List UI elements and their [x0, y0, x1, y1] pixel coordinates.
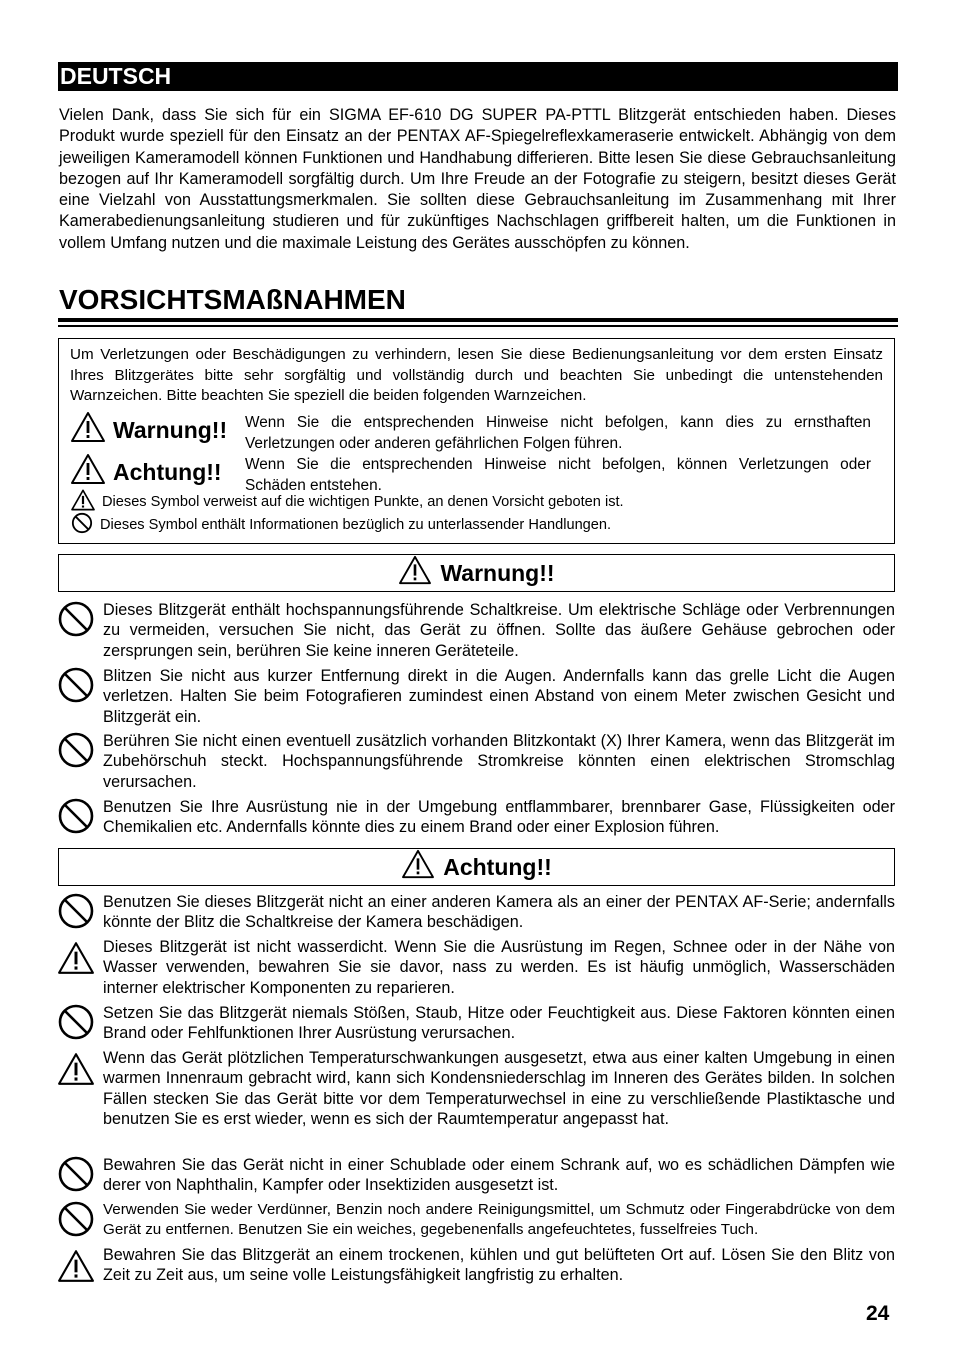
list-item-text: Benutzen Sie Ihre Ausrüstung nie in der Umgebung entflammbarer, brennbarer Gase, Flüssigkeiten oder Chemikalien etc. Andernfalls könnte dies zu einem Brand oder einer Explosion führen. [103, 798, 895, 837]
caution-section-title: Achtung!! [443, 853, 552, 880]
warning-signal-label [70, 413, 227, 447]
caution-symbol-text: Dieses Symbol verweist auf die wichtigen Punkte, an denen Vorsicht geboten ist. [102, 494, 624, 510]
page-title: VORSICHTSMAßNAHMEN [59, 284, 406, 315]
caution-label-text: Achtung!! [113, 458, 222, 485]
title-rule-thick [58, 318, 898, 322]
caution-triangle-icon [57, 941, 95, 979]
list-item-text: Bewahren Sie das Blitzgerät an einem trockenen, kühlen und gut belüfteten Ort auf. Lösen Sie den Blitz von Zeit zu Zeit aus, um seine volle Leistungsfähigkeit langfristig zu erhalten. [103, 1246, 895, 1285]
warning-section-title: Warnung!! [440, 559, 555, 586]
prohibition-icon [70, 512, 100, 538]
prohibition-icon [57, 892, 95, 930]
prohibit-symbol-row [70, 514, 611, 536]
caution-section-header [58, 848, 895, 886]
list-item-text: Dieses Blitzgerät ist nicht wasserdicht. Wenn Sie die Ausrüstung im Regen, Schnee oder in der Nähe von Wasser verwenden, bewahren Sie sie davor, nass zu werden. Es ist häufig unmöglich, Wasserschäden interner elektrischer Komponenten zu reparieren. [103, 938, 895, 997]
prohibition-icon [57, 731, 95, 769]
warning-triangle-icon [70, 411, 113, 449]
prohibition-icon [57, 666, 95, 704]
list-item-text: Benutzen Sie dieses Blitzgerät nicht an einer anderen Kamera als an einer der PENTAX AF-Serie; andernfalls könnte der Blitz die Schaltkreise der Kamera beschädigen. [103, 893, 895, 932]
intro-paragraph: Vielen Dank, dass Sie sich für ein SIGMA EF-610 DG SUPER PA-PTTL Blitzgerät entschieden haben. Dieses Produkt wurde speziell für den Einsatz an der PENTAX AF-Spiegelreflexkameraserie entwickelt. Abhängig von dem jeweiligen Kameramodell können Funktionen und Handhabung differieren. Bitte lesen Sie diese Gebrauchsanleitung bezogen auf Ihr Kameramodell sorgfältig durch. Um Ihre Freude an der Fotografie zu steigern, besitzt dieses Gerät eine Vielzahl von Ausstattungsmerkmalen. Sie sollten diese Gebrauchsanleitung im Zusammenhang mit Ihrer Kamerabedienungsanleitung studieren und für zukünftiges Nachschlagen griffbereit halten, um die Funktionen in vollem Umfang nutzen und die maximale Leistung des Gerätes ausschöpfen zu können. [59, 106, 896, 252]
warning-triangle-icon [398, 555, 440, 591]
list-item-text: Dieses Blitzgerät enthält hochspannungsführende Schaltkreise. Um elektrische Schläge oder Verbrennungen zu vermeiden, versuchen Sie nicht, das Gerät zu öffnen. Sollte das äußere Gehäuse gebrochen oder zersprungen sein, berühren Sie keine inneren Geräteteile. [103, 601, 895, 660]
page-number: 24 [866, 1302, 890, 1325]
prohibition-icon [57, 1200, 95, 1238]
prohibition-icon [57, 600, 95, 638]
list-item-text: Wenn das Gerät plötzlichen Temperaturschwankungen ausgesetzt, etwa aus einer kalten Umgebung in einen warmen Innenraum gebracht wird, kann sich Kondensniederschlag im Inneren des Gerätes bilden. In solchen Fällen stecken Sie das Gerät bitte vor dem Temperaturwechsel in eine zu verschließende Plastiktasche und benutzen Sie es erst wieder, wenn es sich der Raumtemperatur angepasst hat. [103, 1049, 895, 1129]
list-item-text: Bewahren Sie das Gerät nicht in einer Schublade oder einem Schrank auf, wo es schädlichen Dämpfen wie derer von Naphthalin, Kampfer oder Insektiziden ausgesetzt ist. [103, 1156, 895, 1195]
list-item-text: Berühren Sie nicht einen eventuell zusätzlich vorhanden Blitzkontakt (X) Ihrer Kamera, wenn das Blitzgerät im Zubehörschuh steckt. Hochspannungsführende Stromkreise könnten einen elektrischen Stromschlag verursachen. [103, 732, 895, 791]
warning-signal-text: Wenn Sie die entsprechenden Hinweise nicht befolgen, kann dies zu ernsthaften Verletzungen oder anderen gefährlichen Folgen führen. [245, 414, 871, 452]
caution-triangle-icon [70, 453, 113, 491]
title-rule-thin [58, 325, 898, 327]
warning-section-header [58, 554, 895, 592]
notice-intro: Um Verletzungen oder Beschädigungen zu verhindern, lesen Sie diese Bedienungsanleitung vor dem ersten Einsatz Ihres Blitzgerätes bitte sehr sorgfältig und vollständig durch und beachten Sie unbedingt die untenstehenden Warnzeichen. Bitte beachten Sie speziell die beiden folgenden Warnzeichen. [70, 346, 883, 404]
list-item-text: Setzen Sie das Blitzgerät niemals Stößen, Staub, Hitze oder Feuchtigkeit aus. Diese Faktoren könnten einen Brand oder Fehlfunktionen Ihrer Ausrüstung verursachen. [103, 1004, 895, 1043]
prohibition-icon [57, 1003, 95, 1041]
list-item-text: Blitzen Sie nicht aus kurzer Entfernung direkt in die Augen. Andernfalls kann das grelle Licht die Augen verletzen. Halten Sie beim Fotografieren zumindest einen Abstand von einem Meter zwischen Gesicht und Blitzgerät ein. [103, 667, 895, 726]
list-item-text: Verwenden Sie weder Verdünner, Benzin noch andere Reinigungsmittel, um Schmutz oder Fingerabdrücke von dem Gerät zu entfernen. Benutzen Sie ein weiches, gegebenenfalls angefeuchtetes, fusselfreies Tuch. [103, 1201, 895, 1239]
notice-box [58, 338, 895, 544]
caution-triangle-icon [57, 1249, 95, 1287]
warning-label-text: Warnung!! [113, 416, 228, 443]
prohibition-icon [57, 797, 95, 835]
language-header: DEUTSCH [58, 62, 898, 91]
prohibit-symbol-text: Dieses Symbol enthält Informationen bezüglich zu unterlassender Handlungen. [100, 517, 612, 533]
caution-triangle-icon [401, 849, 443, 885]
caution-signal-text: Wenn Sie die entsprechenden Hinweise nicht befolgen, können Verletzungen oder Schäden entstehen. [245, 456, 871, 494]
caution-triangle-icon [57, 1052, 95, 1090]
caution-symbol-row [70, 491, 624, 513]
prohibition-icon [57, 1155, 95, 1193]
caution-signal-label [70, 455, 222, 489]
